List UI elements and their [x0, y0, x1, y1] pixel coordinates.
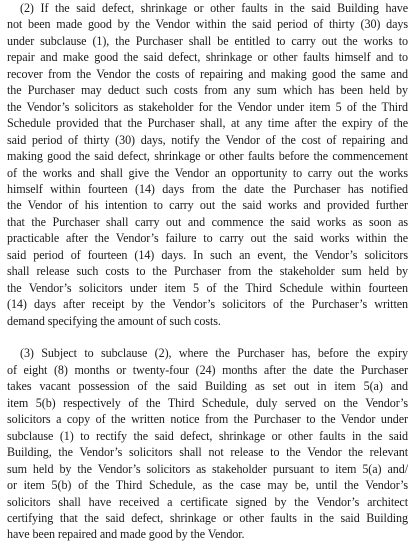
paragraph-line: of the works and shall give the Vendor an opportunity to carry out the works: [7, 165, 408, 180]
paragraph-line: the Vendor of his intention to carry out the said works and provided further: [7, 198, 408, 213]
paragraph-line: demand specifying the amount of such costs.: [7, 313, 221, 328]
paragraph-line: himself within fourteen (14) days from the date the Purchaser has notified: [7, 181, 408, 196]
paragraph-line: takes vacant possession of the said Building as set out in item 5(a) and: [7, 379, 408, 394]
paragraph-line: subclause (1) to rectify the said defect, shrinkage or other faults in the said: [7, 428, 408, 443]
paragraph-line: shall release such costs to the Purchaser from the stakeholder sum held by: [7, 264, 408, 279]
paragraph-line: Building, the Vendor’s solicitors shall not release to the Vendor the relevant: [7, 445, 408, 460]
paragraph-line: (2) If the said defect, shrinkage or other faults in the said Building have: [20, 1, 408, 15]
paragraph-line: repair and make good the said defect, shrinkage or other faults himself and to: [7, 50, 408, 65]
paragraph-line: making good the said defect, shrinkage or other faults before the commencement: [7, 149, 408, 164]
paragraph-line: solicitors shall have received a certificate signed by the Vendor’s architect: [7, 494, 408, 509]
paragraph-line: Schedule provided that the Purchaser shall, at any time after the expiry of the: [7, 116, 408, 131]
paragraph-line: the Purchaser may deduct such costs from any sum which has been held by: [7, 83, 408, 98]
paragraph-line: (14) days after receipt by the Vendor’s solicitors of the Purchaser’s written: [7, 297, 408, 312]
paragraph-line: under subclause (1), the Purchaser shall be entitled to carry out the works to: [7, 33, 408, 48]
paragraph-line: or item 5(b) of the Third Schedule, as the case may be, until the Vendor’s: [7, 478, 408, 493]
paragraph-line: certifying that the said defect, shrinkage or other faults in the said Building: [7, 510, 408, 525]
paragraph-line: item 5(b) respectively of the Third Schedule, duly served on the Vendor’s: [7, 395, 408, 410]
paragraph-line: have been repaired and made good by the Vendor.: [7, 527, 245, 542]
paragraph-line: not been made good by the Vendor within the said period of thirty (30) days: [7, 17, 408, 32]
clause-3-paragraph: [7, 345, 408, 542]
paragraph-line: said period of thirty (30) days, notify the Vendor of the cost of repairing and: [7, 132, 408, 147]
clause-2-paragraph: [7, 0, 408, 329]
paragraph-line: the Vendor’s solicitors as stakeholder for the Vendor under item 5 of the Third: [7, 99, 408, 114]
paragraph-line: that the Purchaser shall carry out and commence the said works as soon as: [7, 214, 408, 229]
paragraph-line: practicable after the Vendor’s failure to carry out the said works within the: [7, 231, 408, 246]
paragraph-line: said period of fourteen (14) days. In such an event, the Vendor’s solicitors: [7, 247, 408, 262]
paragraph-line: recover from the Vendor the costs of repairing and making good the same and: [7, 66, 408, 81]
paragraph-line: the Vendor’s solicitors under item 5 of the Third Schedule within fourteen: [7, 280, 408, 295]
document-page: [7, 0, 408, 543]
paragraph-line: of eight (8) months or twenty-four (24) months after the date the Purchaser: [7, 362, 408, 377]
paragraph-line: (3) Subject to subclause (2), where the Purchaser has, before the expiry: [20, 346, 408, 361]
paragraph-line: sum held by the Vendor’s solicitors as stakeholder pursuant to item 5(a) and/: [7, 461, 408, 476]
paragraph-line: solicitors a copy of the written notice from the Purchaser to the Vendor under: [7, 412, 408, 427]
